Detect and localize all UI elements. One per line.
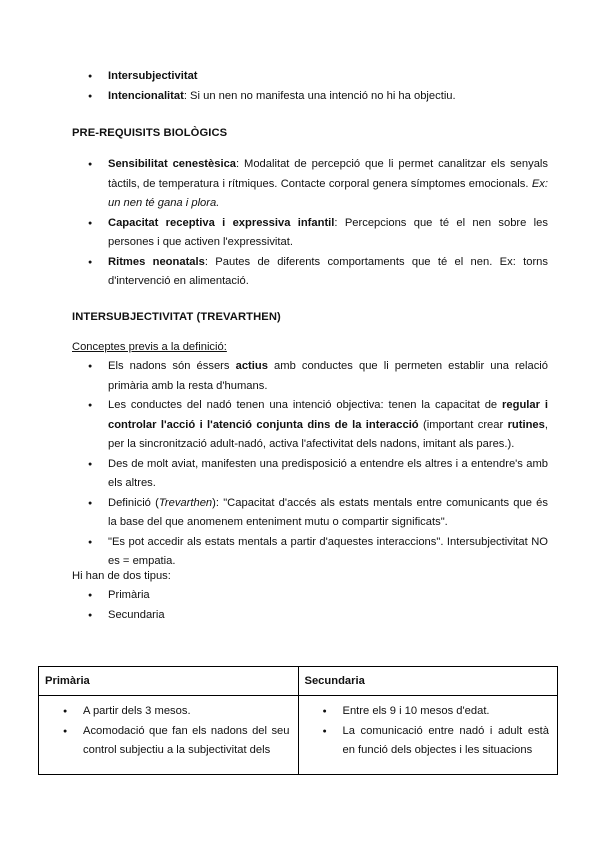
table-cell	[298, 696, 558, 775]
cell-list	[39, 696, 298, 774]
list-item: ● "Es pot accedir als estats mentals a partir d'aquestes interaccions". Intersubjectivitat NO es = empatia.	[108, 533, 548, 572]
cell-list	[299, 696, 558, 774]
table-header-cell: Secundaria	[298, 667, 558, 696]
table-header-row	[39, 667, 558, 696]
list-item: ● Intersubjectivitat	[108, 67, 548, 87]
list-item: ● Des de molt aviat, manifesten una predisposició a entendre els altres i a entendre's amb els altres.	[108, 455, 548, 494]
types-intro: Hi han de dos tipus:	[72, 570, 171, 582]
list-item: ● Primària	[108, 586, 548, 606]
subheading: Conceptes previs a la definició:	[72, 341, 227, 353]
list-item: ● Definició (Trevarthen): "Capacitat d'accés als estats mentals entre comunicants que és la base del que anomenem enteniment mutu o compartir significats".	[108, 494, 548, 533]
list-item: ● Entre els 9 i 10 mesos d'edat.	[343, 702, 550, 722]
list-item: ● Ritmes neonatals: Pautes de diferents comportaments que té el nen. Ex: torns d'intervenció en alimentació.	[108, 253, 548, 292]
top-list	[108, 67, 548, 106]
list-item: ● Els nadons són éssers actius amb conductes que li permeten establir una relació primària amb la resta d'humans.	[108, 357, 548, 396]
table-row	[39, 696, 558, 775]
list-item: ● Les conductes del nadó tenen una intenció objectiva: tenen la capacitat de regular i controlar l'acció i l'atenció conjunta dins de la interacció (important crear rutines, per la sincronització adult-nadó, activa l'afectivitat dels nadons, imitant als pares.).	[108, 396, 548, 455]
section-heading-inter: INTERSUBJECTIVITAT (TREVARTHEN)	[72, 311, 281, 323]
list-item: ● A partir dels 3 mesos.	[83, 702, 290, 722]
types-list	[108, 586, 548, 625]
table-cell	[39, 696, 299, 775]
bio-list	[108, 155, 548, 292]
inter-list	[108, 357, 548, 572]
list-item: ● Secundaria	[108, 606, 548, 626]
list-item: ● Capacitat receptiva i expressiva infantil: Percepcions que té el nen sobre les persones i que activen l'expressivitat.	[108, 214, 548, 253]
section-heading-bio: PRE-REQUISITS BIOLÒGICS	[72, 127, 228, 139]
list-item: ● Sensibilitat cenestèsica: Modalitat de percepció que li permet canalitzar els senyals tàctils, de temperatura i rítmiques. Contacte corporal genera símptomes emocionals. Ex: un nen té gana i plora.	[108, 155, 548, 214]
comparison-table	[38, 666, 558, 775]
list-item: ● Intencionalitat: Si un nen no manifesta una intenció no hi ha objectiu.	[108, 87, 548, 107]
list-item: ● Acomodació que fan els nadons del seu control subjectiu a la subjectivitat dels	[83, 722, 290, 761]
table-header-cell: Primària	[39, 667, 299, 696]
list-item: ● La comunicació entre nadó i adult està en funció dels objectes i les situacions	[343, 722, 550, 761]
